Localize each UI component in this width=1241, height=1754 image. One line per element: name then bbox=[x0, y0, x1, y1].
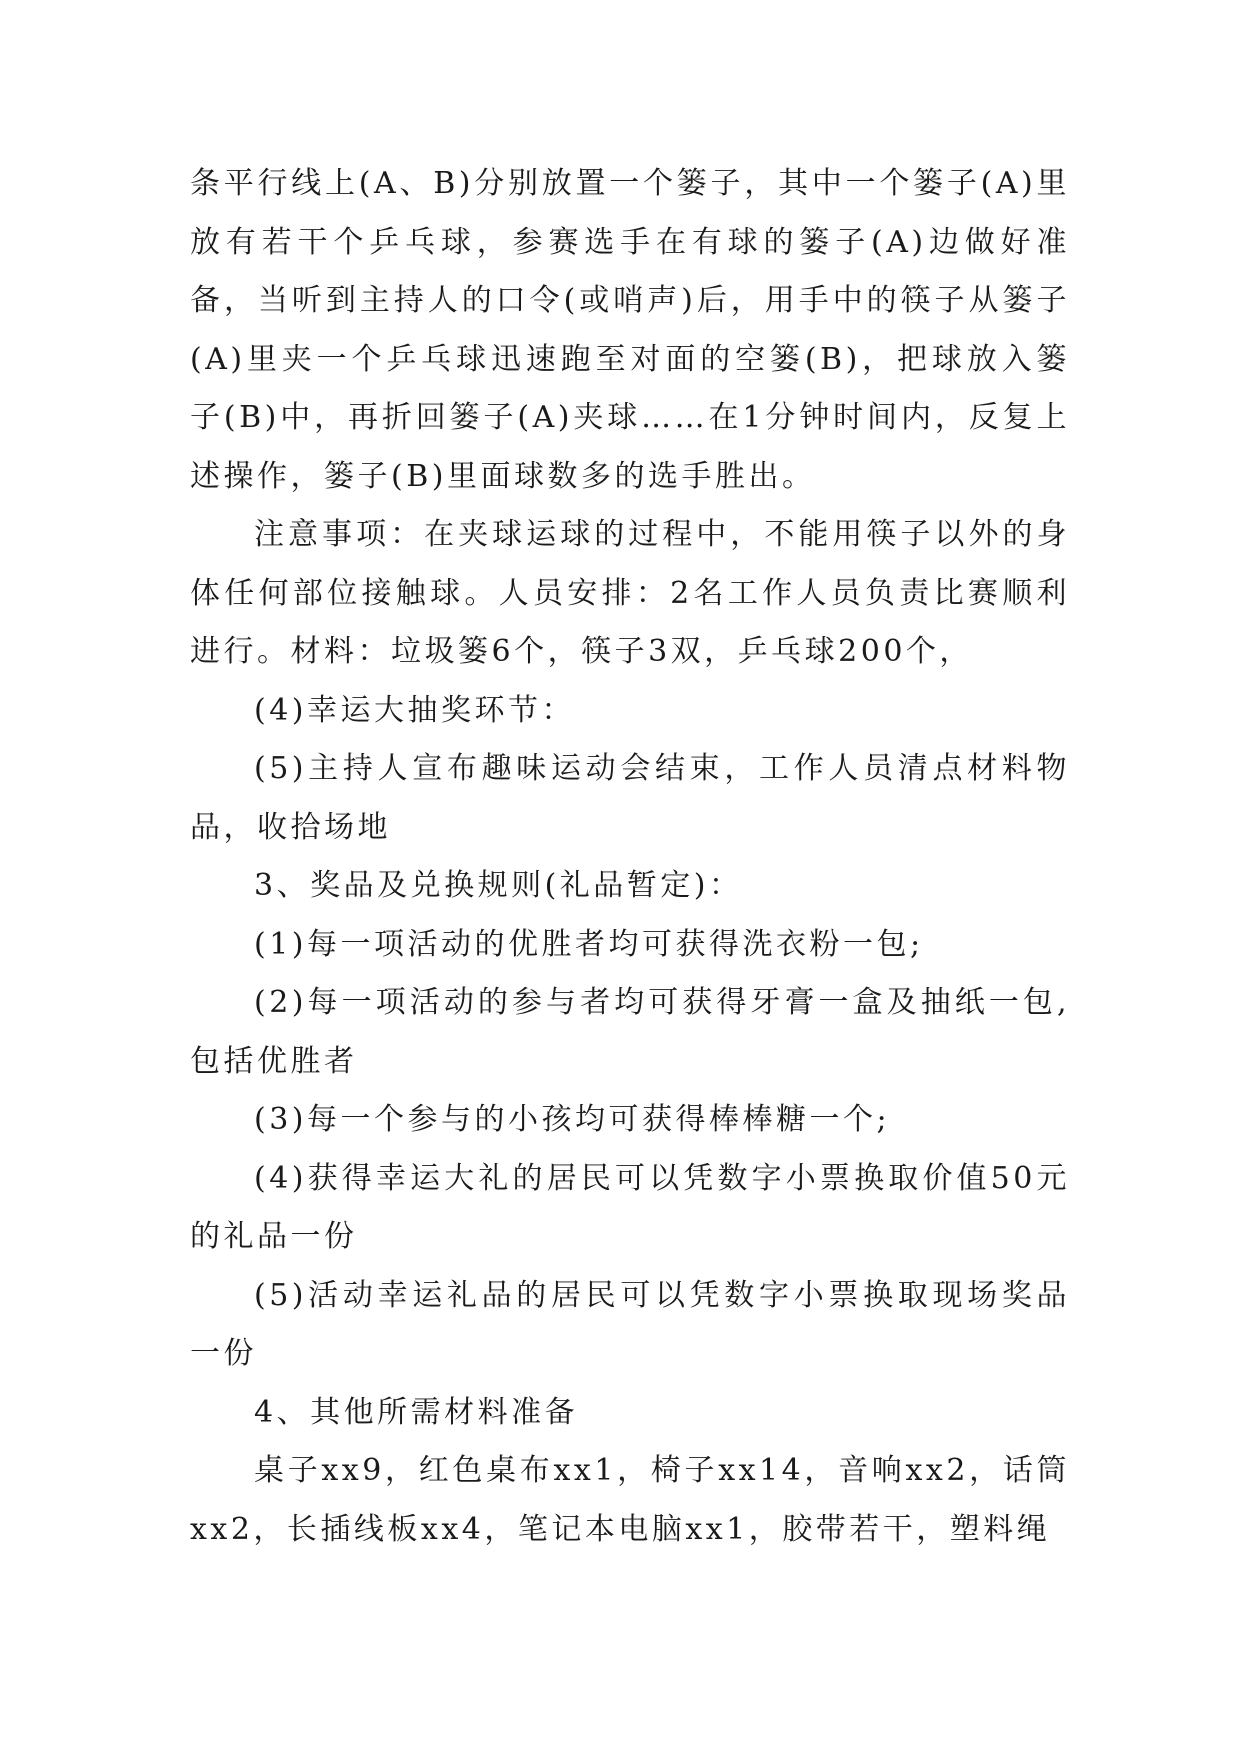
prize-rule-4: (4)获得幸运大礼的居民可以凭数字小票换取价值50元的礼品一份 bbox=[190, 1160, 1070, 1254]
paragraph-materials-list: 桌子xx9，红色桌布xx1，椅子xx14，音响xx2，话筒xx2，长插线板xx4，笔记本电脑xx1，胶带若干，塑料绳 bbox=[190, 1453, 1070, 1547]
section-heading-prizes: 3、奖品及兑换规则(礼品暂定)： bbox=[254, 868, 743, 903]
prize-rule-5: (5)活动幸运礼品的居民可以凭数字小票换取现场奖品一份 bbox=[190, 1277, 1070, 1371]
paragraph-lucky-draw: (4)幸运大抽奖环节： bbox=[254, 692, 575, 728]
paragraph-closing: (5)主持人宣布趣味运动会结束，工作人员清点材料物品，收拾场地 bbox=[190, 751, 1070, 845]
prize-rule-2: (2)每一项活动的参与者均可获得牙膏一盒及抽纸一包,包括优胜者 bbox=[190, 985, 1070, 1079]
prize-rule-3: (3)每一个参与的小孩均可获得棒棒糖一个; bbox=[254, 1102, 891, 1137]
prize-rule-1: (1)每一项活动的优胜者均可获得洗衣粉一包; bbox=[254, 926, 924, 962]
section-heading-materials: 4、其他所需材料准备 bbox=[254, 1394, 579, 1430]
document-page bbox=[190, 155, 1070, 1559]
paragraph-notes: 注意事项：在夹球运球的过程中，不能用筷子以外的身体任何部位接触球。人员安排：2名工作人员负责比赛顺利进行。材料：垃圾篓6个，筷子3双，乒乓球200个， bbox=[190, 517, 1070, 669]
paragraph-game-rules: 条平行线上(A、B)分别放置一个篓子，其中一个篓子(A)里放有若干个乒乓球，参赛选手在有球的篓子(A)边做好准备，当听到主持人的口令(或哨声)后，用手中的筷子从篓子(A)里夹一个乒乓球迅速跑至对面的空篓(B)，把球放入篓子(B)中，再折回篓子(A)夹球……在1分钟时间内，反复上述操作，篓子(B)里面球数多的选手胜出。 bbox=[190, 166, 1070, 494]
